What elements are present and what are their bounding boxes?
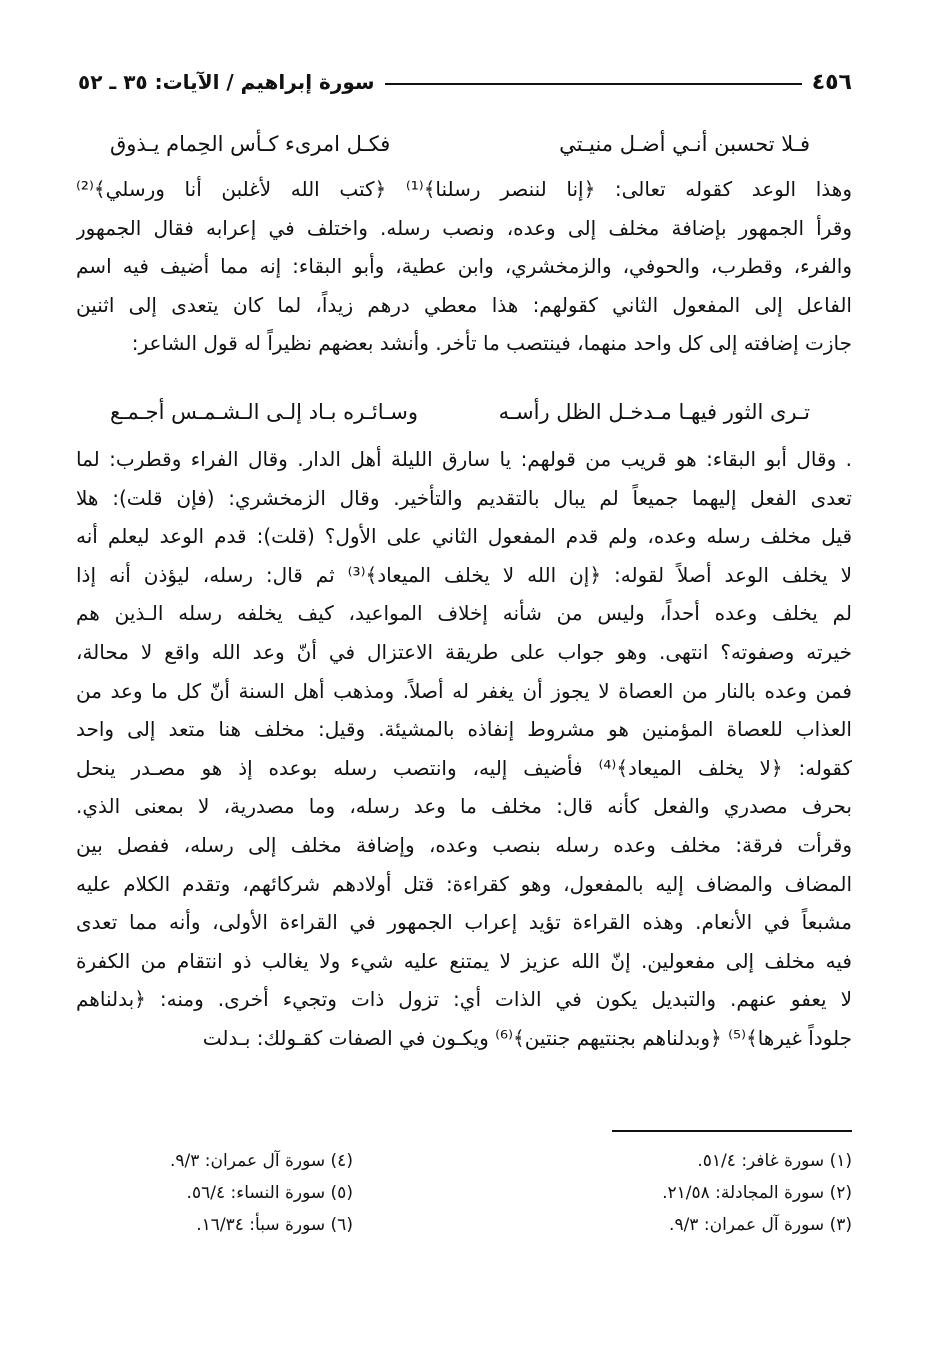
text-line: كقوله: ﴿لا يخلف الميعاد﴾⁽⁴⁾ فأضيف إليه، وانتصب رسله بوعده إذ هو مصـدر ينحل xyxy=(76,755,852,780)
text-line: وقرأ الجمهور بإضافة مخلف إلى وعده، ونصب رسله. واختلف في إعرابه فقال الجمهور xyxy=(76,215,852,240)
text-line: لا يخلف الوعد أصلاً لقوله: ﴿إن الله لا يخلف الميعاد﴾⁽³⁾ ثم قال: رسله، ليؤذن أنه إذا xyxy=(76,562,852,587)
text-line: لم يخلف وعده أحداً، وليس من شأنه إخلاف المواعيد، كيف يخلفه رسله الـذين هم xyxy=(76,601,852,626)
poetry-verse-2 xyxy=(110,392,810,432)
text-line: جلوداً غيرها﴾⁽⁵⁾ ﴿وبدلناهم بجنتيهم جنتين﴾⁽⁶⁾ ويكـون في الصفات كقـولك: بـدلت xyxy=(202,1025,852,1050)
footnote-5: (٥) سورة النساء: ٥٦/٤. xyxy=(186,1183,353,1203)
text-line: تعدى الفعل إليهما جميعاً لم يبال بالتقديم والتأخير. وقال الزمخشري: (فإن قلت): هلا xyxy=(76,485,852,510)
page-header xyxy=(78,66,852,98)
poetry-verse-1 xyxy=(110,124,810,164)
text-line: مشبعاً في الأنعام. وهذه القراءة تؤيد إعراب الجمهور في القراءة الأولى، وأنه مما تعدى xyxy=(76,910,852,935)
text-line: لا يعفو عنهم. والتبديل يكون في الذات أي: تزول ذات وتجيء أخرى. ومنه: ﴿بدلناهم xyxy=(76,987,852,1012)
text-line: قيل مخلف رسله وعده، ولم قدم المفعول الثاني على الأول؟ (قلت): قدم الوعد ليعلم أنه xyxy=(76,524,852,549)
page-number: ٤٥٦ xyxy=(811,69,852,95)
text-line: الفاعل إلى المفعول الثاني كقولهم: هذا معطي درهم زيداً، لما كان يتعدى إلى اثنين xyxy=(76,292,852,317)
footnotes-left-column xyxy=(170,1148,353,1258)
text-line: المضاف والمضاف إليه بالمفعول، وهو كقراءة: قتل أولادهم شركائهم، وتقدم الكلام عليه xyxy=(76,871,852,896)
verse-2-first-hemistich: تـرى الثور فيهـا مـدخـل الظل رأسـه xyxy=(498,400,810,424)
footnote-2: (٢) سورة المجادلة: ٢١/٥٨. xyxy=(662,1183,852,1203)
page-title: سورة إبراهيم / الآيات: ٣٥ ـ ٥٢ xyxy=(78,70,375,94)
paragraph-1 xyxy=(76,170,852,363)
text-line: بحرف مصدري والفعل كأنه قال: مخلف ما وعد رسله، وما مصدرية، لا بمعنى الذي. xyxy=(76,794,852,819)
footnotes xyxy=(170,1148,852,1258)
footnote-4: (٤) سورة آل عمران: ٩/٣. xyxy=(170,1151,353,1171)
verse-1-second-hemistich: فكـل امرىء كـأس الحِمام يـذوق xyxy=(110,132,391,156)
text-line: فيه مخلف إلى مفعولين. إنّ الله عزيز لا يمتنع عليه شيء ولا يغالب ذو انتقام من الكفرة xyxy=(76,948,852,973)
text-line: خيرته وصفوته؟ انتهى. وهو جواب على طريقة الاعتزال في أنّ وعد الله واقع لا محالة، xyxy=(76,639,852,664)
text-line: . وقال أبو البقاء: هو قريب من قولهم: يا سارق الليلة أهل الدار. وقال الفراء وقطرب: لما xyxy=(76,447,852,471)
paragraph-2 xyxy=(76,440,852,1058)
footnote-3: (٣) سورة آل عمران: ٩/٣. xyxy=(669,1215,852,1235)
text-line: العذاب للعصاة المؤمنين هو مشروط إنفاذه بالمشيئة. وقيل: مخلف هنا متعد إلى واحد xyxy=(76,717,852,742)
text-line: والفرء، وقطرب، والحوفي، والزمخشري، وابن عطية، وأبو البقاء: إنه مما أضيف فيه اسم xyxy=(76,254,852,279)
footnote-separator xyxy=(612,1130,852,1132)
footnote-6: (٦) سورة سبأ: ١٦/٣٤. xyxy=(196,1215,353,1235)
text-line: وهذا الوعد كقوله تعالى: ﴿إنا لننصر رسلنا﴾⁽¹⁾ ﴿كتب الله لأغلبن أنا ورسلي﴾⁽²⁾ xyxy=(76,177,852,201)
footnote-1: (١) سورة غافر: ٥١/٤. xyxy=(697,1151,852,1171)
header-rule xyxy=(385,83,802,85)
footnotes-right-column xyxy=(662,1148,852,1258)
verse-2-second-hemistich: وسـائـره بـاد إلـى الـشـمـس أجـمـع xyxy=(110,400,418,424)
verse-1-first-hemistich: فـلا تحسبن أنـي أضـل منيـتي xyxy=(559,132,810,156)
text-line: وقرأت فرقة: مخلف وعده رسله بنصب وعده، وإضافة مخلف إلى رسله، ففصل بين xyxy=(76,832,852,857)
text-line: فمن وعده بالنار من العصاة لا يجوز أن يغفر له أصلاً. ومذهب أهل السنة أنّ كل ما وعد من xyxy=(76,678,852,703)
text-line: جازت إضافته إلى كل واحد منهما، فينتصب ما تأخر. وأنشد بعضهم نظيراً له قول الشاعر: xyxy=(131,331,852,356)
